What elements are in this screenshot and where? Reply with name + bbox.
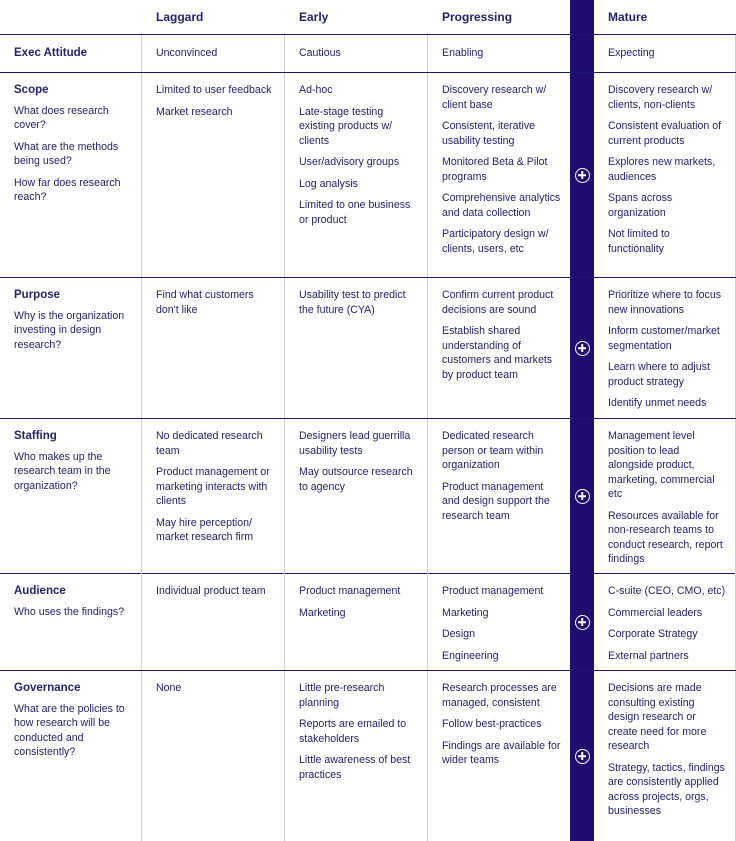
cell-item: C-suite (CEO, CMO, etc) xyxy=(608,585,726,597)
row-title: Staffing xyxy=(14,430,57,442)
cell-item: Little pre-research planning xyxy=(299,682,385,709)
cell-item: Late-stage testing existing products w/ clients xyxy=(299,105,393,147)
row-question: What are the methods being used? xyxy=(14,140,119,167)
cell-item: Discovery research w/ clients, non-clients xyxy=(608,84,713,111)
cell-item: May hire perception/ market research firm xyxy=(156,516,254,543)
cell-item: Inform customer/market segmentation xyxy=(608,325,720,352)
mature-divider-bar xyxy=(570,73,594,277)
table-row xyxy=(0,671,736,841)
laggard-cell xyxy=(142,574,285,670)
cell-item: Decisions are made consulting existing design research or create need for more research xyxy=(608,682,707,752)
row-title: Governance xyxy=(14,682,81,694)
progressing-cell xyxy=(428,73,570,277)
mature-divider-bar xyxy=(570,671,594,841)
cell-item: Little awareness of best practices xyxy=(299,754,411,781)
expand-plus-icon[interactable] xyxy=(575,615,590,630)
progressing-cell xyxy=(428,278,570,418)
row-question: How far does research reach? xyxy=(14,176,121,203)
row-title: Exec Attitude xyxy=(14,47,88,59)
early-cell xyxy=(285,671,428,841)
cell-item: Spans across organization xyxy=(608,192,673,219)
cell-item: Identify unmet needs xyxy=(608,397,707,409)
early-cell xyxy=(285,419,428,574)
expand-plus-icon[interactable] xyxy=(575,341,590,356)
mature-divider-bar xyxy=(570,574,594,670)
cell-item: Designers lead guerrilla usability tests xyxy=(299,430,411,457)
early-cell xyxy=(285,35,428,72)
mature-divider-bar xyxy=(570,419,594,574)
mature-cell xyxy=(594,574,736,670)
cell-item: Limited to user feedback xyxy=(156,84,272,96)
cell-item: Individual product team xyxy=(156,585,266,597)
row-title: Audience xyxy=(14,585,66,597)
row-question: Who makes up the research team in the organization? xyxy=(14,450,111,492)
cell-item: Not limited to functionality xyxy=(608,228,670,255)
cell-item: Product management xyxy=(442,585,544,597)
cell-item: Findings are available for wider teams xyxy=(442,739,561,766)
mature-divider-bar xyxy=(570,278,594,418)
early-cell xyxy=(285,73,428,277)
progressing-cell xyxy=(428,574,570,670)
row-label-cell xyxy=(0,419,142,574)
cell-item: Learn where to adjust product strategy xyxy=(608,361,710,388)
cell-item: Participatory design w/ clients, users, etc xyxy=(442,228,549,255)
cell-item: Design xyxy=(442,628,475,640)
progressing-cell xyxy=(428,671,570,841)
cell-item: Find what customers don't like xyxy=(156,289,254,316)
cell-item: Expecting xyxy=(608,47,655,59)
row-question: What are the policies to how research will be conducted and consistently? xyxy=(14,702,125,758)
row-question: Who uses the findings? xyxy=(14,605,125,618)
expand-plus-icon[interactable] xyxy=(575,749,590,764)
laggard-cell xyxy=(142,73,285,277)
cell-item: Establish shared understanding of customers and markets by product team xyxy=(442,325,553,381)
cell-item: Strategy, tactics, findings are consistently applied across projects, orgs, businesses xyxy=(608,761,725,817)
cell-item: Management level position to lead alongside product, marketing, commercial etc xyxy=(608,430,715,500)
table-row xyxy=(0,73,736,278)
table-row xyxy=(0,419,736,574)
cell-item: Comprehensive analytics and data collection xyxy=(442,192,561,219)
col-header-progressing: Progressing xyxy=(442,10,513,24)
row-question: What does research cover? xyxy=(14,104,109,131)
col-header-early: Early xyxy=(299,10,329,24)
cell-item: Discovery research w/ client base xyxy=(442,84,547,111)
expand-plus-icon[interactable] xyxy=(575,489,590,504)
cell-item: May outsource research to agency xyxy=(299,466,413,493)
cell-item: Cautious xyxy=(299,47,341,59)
cell-item: Enabling xyxy=(442,47,484,59)
cell-item: Monitored Beta & Pilot programs xyxy=(442,156,548,183)
mature-cell xyxy=(594,419,736,574)
col-header-laggard: Laggard xyxy=(156,10,204,24)
laggard-cell xyxy=(142,278,285,418)
mature-cell xyxy=(594,671,736,841)
cell-item: Unconvinced xyxy=(156,47,218,59)
cell-item: None xyxy=(156,682,182,694)
cell-item: Usability test to predict the future (CYA) xyxy=(299,289,406,316)
cell-item: Confirm current product decisions are sound xyxy=(442,289,554,316)
row-label-cell xyxy=(0,671,142,841)
cell-item: Explores new markets, audiences xyxy=(608,156,716,183)
early-cell xyxy=(285,574,428,670)
cell-item: Commercial leaders xyxy=(608,606,703,619)
laggard-cell xyxy=(142,671,285,841)
progressing-cell xyxy=(428,419,570,574)
cell-item: Follow best-practices xyxy=(442,718,542,730)
cell-item: Marketing xyxy=(299,606,346,619)
cell-item: Market research xyxy=(156,105,233,118)
mature-divider-bar xyxy=(570,35,594,72)
row-title: Purpose xyxy=(14,289,61,301)
mature-cell xyxy=(594,278,736,418)
header-row xyxy=(0,0,736,35)
cell-item: Reports are emailed to stakeholders xyxy=(299,718,407,745)
cell-item: User/advisory groups xyxy=(299,156,400,168)
cell-item: Consistent, iterative usability testing xyxy=(442,120,536,147)
mature-divider-bar xyxy=(570,0,594,34)
col-header-mature: Mature xyxy=(608,10,648,24)
cell-item: Engineering xyxy=(442,649,499,662)
laggard-cell xyxy=(142,419,285,574)
cell-item: No dedicated research team xyxy=(156,430,263,457)
row-question: Why is the organization investing in design research? xyxy=(14,309,125,351)
cell-item: Ad-hoc xyxy=(299,84,333,96)
early-cell xyxy=(285,278,428,418)
cell-item: Product management and design support the research team xyxy=(442,480,550,522)
cell-item: Log analysis xyxy=(299,177,358,190)
row-label-cell xyxy=(0,574,142,670)
row-label-cell xyxy=(0,278,142,418)
cell-item: External partners xyxy=(608,649,689,662)
cell-item: Dedicated research person or team within organization xyxy=(442,430,544,471)
row-label-cell xyxy=(0,35,142,72)
cell-item: Corporate Strategy xyxy=(608,628,698,640)
table-row xyxy=(0,35,736,73)
cell-item: Limited to one business or product xyxy=(299,199,411,226)
cell-item: Research processes are managed, consistent xyxy=(442,682,557,709)
laggard-cell xyxy=(142,35,285,72)
cell-item: Resources available for non-research teams to conduct research, report findings xyxy=(608,509,723,565)
progressing-cell xyxy=(428,35,570,72)
mature-cell xyxy=(594,35,736,72)
cell-item: Prioritize where to focus new innovations xyxy=(608,289,722,316)
cell-item: Product management xyxy=(299,585,401,597)
mature-cell xyxy=(594,73,736,277)
cell-item: Product management or marketing interacts with clients xyxy=(156,466,270,507)
row-label-cell xyxy=(0,73,142,277)
cell-item: Marketing xyxy=(442,606,489,619)
cell-item: Consistent evaluation of current products xyxy=(608,120,722,147)
expand-plus-icon[interactable] xyxy=(575,168,590,183)
row-title: Scope xyxy=(14,84,49,96)
table-row xyxy=(0,574,736,671)
table-row xyxy=(0,278,736,419)
